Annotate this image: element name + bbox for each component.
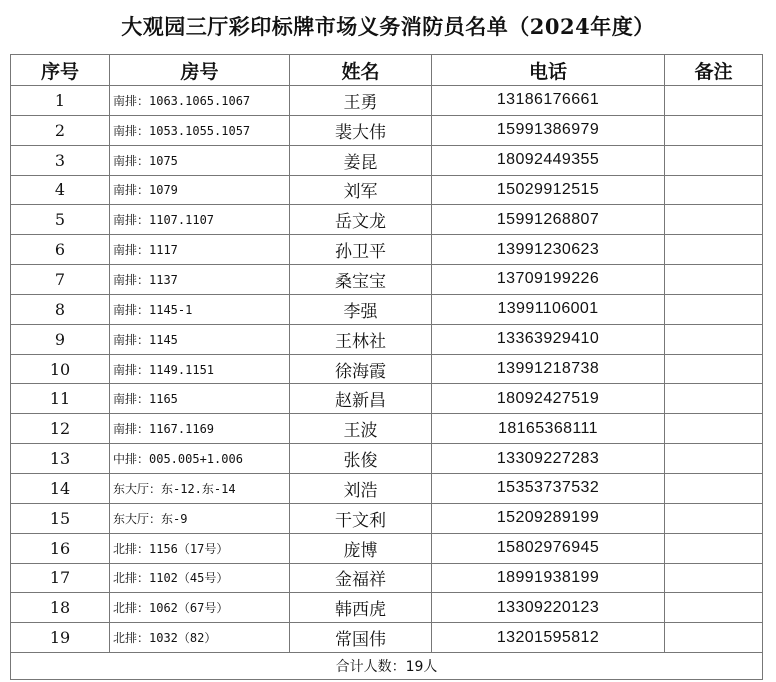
row-number: 2: [11, 115, 110, 145]
table-row: [11, 503, 763, 533]
table-row: [11, 354, 763, 384]
room-number: 南排：1063.1065.1067: [110, 86, 290, 116]
table-row: [11, 235, 763, 265]
person-name: 岳文龙: [290, 205, 432, 235]
phone-number: 13709199226: [432, 265, 665, 295]
person-name: 常国伟: [290, 623, 432, 653]
note-cell: [665, 294, 763, 324]
person-name: 王波: [290, 414, 432, 444]
row-number: 19: [11, 623, 110, 653]
person-name: 裴大伟: [290, 115, 432, 145]
phone-number: 13991218738: [432, 354, 665, 384]
room-number: 南排：1107.1107: [110, 205, 290, 235]
header-row: [11, 55, 763, 86]
phone-number: 18092427519: [432, 384, 665, 414]
room-number: 南排：1137: [110, 265, 290, 295]
row-number: 18: [11, 593, 110, 623]
table-row: [11, 175, 763, 205]
header-note: 备注: [665, 55, 763, 86]
person-name: 庞博: [290, 533, 432, 563]
note-cell: [665, 354, 763, 384]
table-row: [11, 86, 763, 116]
row-number: 8: [11, 294, 110, 324]
page-title: 大观园三厅彩印标牌市场义务消防员名单（2024年度）: [121, 14, 655, 39]
row-number: 6: [11, 235, 110, 265]
phone-number: 13186176661: [432, 86, 665, 116]
room-number: 中排：005.005+1.006: [110, 444, 290, 474]
note-cell: [665, 444, 763, 474]
person-name: 孙卫平: [290, 235, 432, 265]
person-name: 李强: [290, 294, 432, 324]
room-number: 南排：1165: [110, 384, 290, 414]
total-row: [11, 653, 763, 680]
phone-number: 13991230623: [432, 235, 665, 265]
phone-number: 15029912515: [432, 175, 665, 205]
room-number: 北排：1156（17号）: [110, 533, 290, 563]
row-number: 7: [11, 265, 110, 295]
room-number: 南排：1117: [110, 235, 290, 265]
person-name: 干文利: [290, 503, 432, 533]
room-number: 北排：1062（67号）: [110, 593, 290, 623]
row-number: 15: [11, 503, 110, 533]
person-name: 王林社: [290, 324, 432, 354]
person-name: 赵新昌: [290, 384, 432, 414]
total-count: 合计人数：19人: [11, 653, 763, 680]
table-row: [11, 265, 763, 295]
person-name: 刘军: [290, 175, 432, 205]
table-row: [11, 473, 763, 503]
note-cell: [665, 115, 763, 145]
person-name: 王勇: [290, 86, 432, 116]
person-name: 姜昆: [290, 145, 432, 175]
table-row: [11, 115, 763, 145]
phone-number: 13991106001: [432, 294, 665, 324]
room-number: 南排：1145: [110, 324, 290, 354]
phone-number: 15991386979: [432, 115, 665, 145]
note-cell: [665, 86, 763, 116]
note-cell: [665, 503, 763, 533]
table-row: [11, 145, 763, 175]
phone-number: 15802976945: [432, 533, 665, 563]
room-number: 北排：1032（82）: [110, 623, 290, 653]
row-number: 3: [11, 145, 110, 175]
row-number: 11: [11, 384, 110, 414]
table-row: [11, 623, 763, 653]
phone-number: 13309227283: [432, 444, 665, 474]
row-number: 17: [11, 563, 110, 593]
phone-number: 13201595812: [432, 623, 665, 653]
note-cell: [665, 175, 763, 205]
room-number: 南排：1075: [110, 145, 290, 175]
note-cell: [665, 563, 763, 593]
phone-number: 15991268807: [432, 205, 665, 235]
table-row: [11, 414, 763, 444]
row-number: 5: [11, 205, 110, 235]
phone-number: 15353737532: [432, 473, 665, 503]
row-number: 13: [11, 444, 110, 474]
row-number: 14: [11, 473, 110, 503]
note-cell: [665, 623, 763, 653]
note-cell: [665, 473, 763, 503]
phone-number: 18991938199: [432, 563, 665, 593]
row-number: 16: [11, 533, 110, 563]
row-number: 12: [11, 414, 110, 444]
room-number: 南排：1167.1169: [110, 414, 290, 444]
row-number: 10: [11, 354, 110, 384]
person-name: 韩西虎: [290, 593, 432, 623]
header-no: 序号: [11, 55, 110, 86]
row-number: 1: [11, 86, 110, 116]
room-number: 南排：1079: [110, 175, 290, 205]
phone-number: 18165368111: [432, 414, 665, 444]
note-cell: [665, 205, 763, 235]
room-number: 南排：1149.1151: [110, 354, 290, 384]
firefighter-table: [10, 54, 763, 680]
person-name: 徐海霞: [290, 354, 432, 384]
room-number: 南排：1053.1055.1057: [110, 115, 290, 145]
note-cell: [665, 593, 763, 623]
note-cell: [665, 265, 763, 295]
note-cell: [665, 414, 763, 444]
table-row: [11, 563, 763, 593]
header-phone: 电话: [432, 55, 665, 86]
phone-number: 15209289199: [432, 503, 665, 533]
phone-number: 13363929410: [432, 324, 665, 354]
header-name: 姓名: [290, 55, 432, 86]
note-cell: [665, 533, 763, 563]
table-row: [11, 324, 763, 354]
table-row: [11, 205, 763, 235]
room-number: 东大厅：东-9: [110, 503, 290, 533]
table-row: [11, 294, 763, 324]
table-row: [11, 444, 763, 474]
table-row: [11, 593, 763, 623]
phone-number: 13309220123: [432, 593, 665, 623]
person-name: 刘浩: [290, 473, 432, 503]
table-row: [11, 384, 763, 414]
table-row: [11, 533, 763, 563]
note-cell: [665, 145, 763, 175]
person-name: 桑宝宝: [290, 265, 432, 295]
room-number: 北排：1102（45号）: [110, 563, 290, 593]
row-number: 4: [11, 175, 110, 205]
note-cell: [665, 384, 763, 414]
room-number: 东大厅：东-12.东-14: [110, 473, 290, 503]
row-number: 9: [11, 324, 110, 354]
note-cell: [665, 324, 763, 354]
phone-number: 18092449355: [432, 145, 665, 175]
person-name: 金福祥: [290, 563, 432, 593]
room-number: 南排：1145-1: [110, 294, 290, 324]
note-cell: [665, 235, 763, 265]
person-name: 张俊: [290, 444, 432, 474]
header-room: 房号: [110, 55, 290, 86]
